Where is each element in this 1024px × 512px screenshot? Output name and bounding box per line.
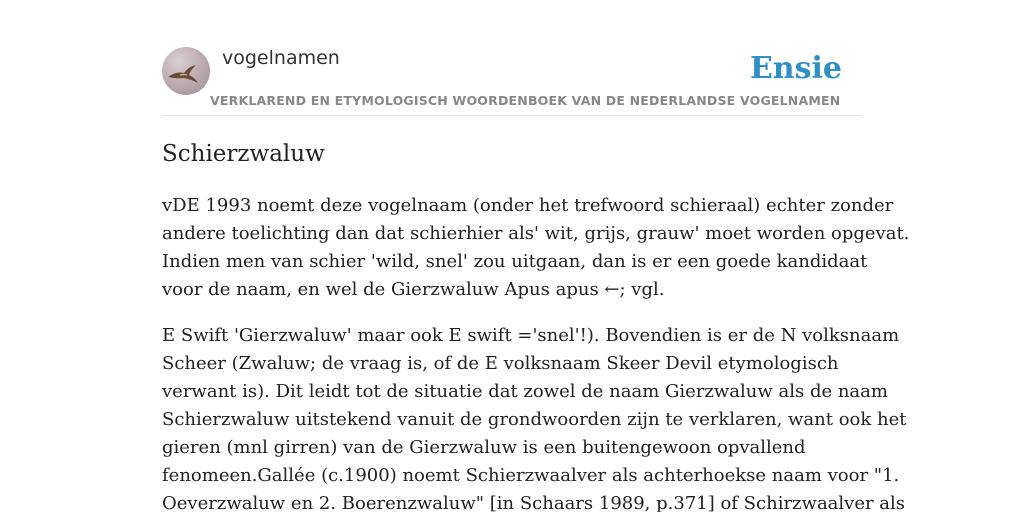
paragraph-1 [162, 192, 910, 304]
page-title: Schierzwaluw [162, 141, 325, 167]
text-line: gieren (mnl girren) van de Gierzwaluw is een buitengewoon opvallend [162, 437, 806, 458]
ensie-logo[interactable]: Ensie [749, 51, 842, 86]
article-body [162, 192, 910, 512]
blog-name-link[interactable]: vogelnamen [222, 47, 340, 69]
text-line: fenomeen.Gallée (c.1900) noemt Schierzwaalver als achterhoekse naam voor "1. [162, 465, 900, 486]
text-line: vDE 1993 noemt deze vogelnaam (onder het trefwoord schieraal) echter zonder [162, 195, 894, 216]
blog-tagline: VERKLAREND EN ETYMOLOGISCH WOORDENBOEK VAN DE NEDERLANDSE VOGELNAMEN [210, 93, 841, 108]
text-line: Indien men van schier 'wild, snel' zou uitgaan, dan is er een goede kandidaat [162, 251, 868, 272]
text-line: E Swift 'Gierzwaluw' maar ook E swift ='snel'!). Bovendien is er de N volksnaam [162, 325, 900, 346]
text-line: voor de naam, en wel de Gierzwaluw Apus apus ←; vgl. [162, 279, 665, 300]
text-line: andere toelichting dan dat schierhier als' wit, grijs, grauw' moet worden opgevat. [162, 223, 910, 244]
text-line: Scheer (Zwaluw; de vraag is, of de E volksnaam Skeer Devil etymologisch [162, 353, 839, 374]
blog-header [162, 0, 862, 116]
text-line: Oeverzwaluw en 2. Boerenzwaluw" [in Schaars 1989, p.371] of Schirzwaalver als [162, 493, 906, 512]
swallow-avatar-icon[interactable] [162, 47, 210, 95]
paragraph-2 [162, 322, 907, 512]
text-line: Schierzwaluw uitstekend vanuit de grondwoorden zijn te verklaren, want ook het [162, 409, 907, 430]
text-line: verwant is). Dit leidt tot de situatie dat zowel de naam Gierzwaluw als de naam [162, 381, 888, 402]
